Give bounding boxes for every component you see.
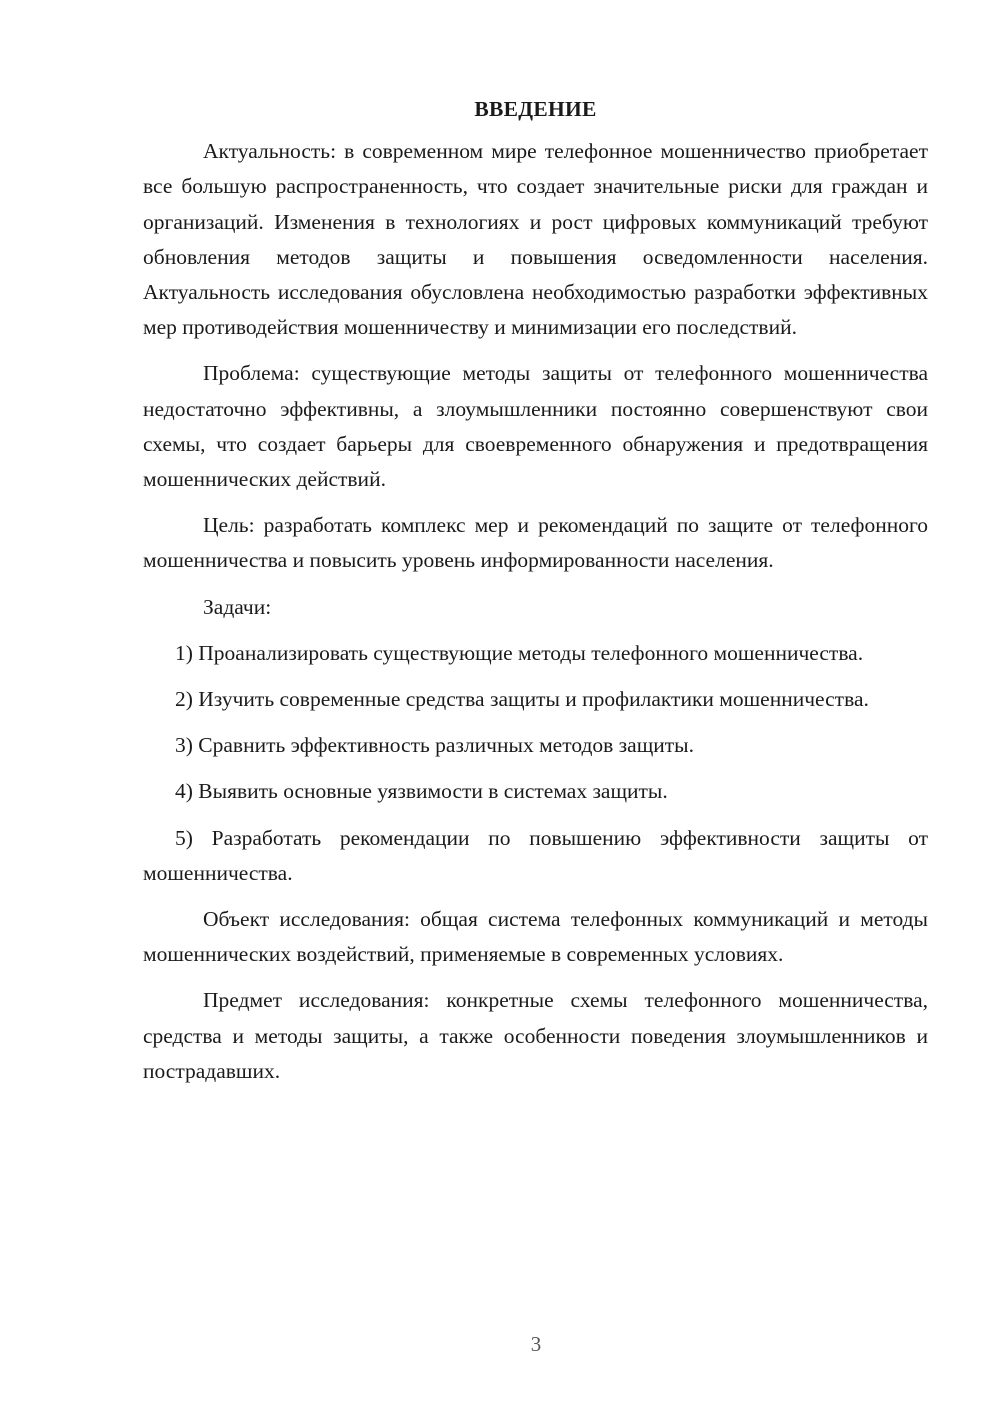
object-paragraph: Объект исследования: общая система телефонных коммуникаций и методы мошеннических воздействий, применяемые в современных условиях.	[143, 907, 928, 967]
task-item: 5) Разработать рекомендации по повышению эффективности защиты от мошенничества.	[143, 825, 928, 885]
section-title: ВВЕДЕНИЕ	[474, 97, 597, 121]
task-item: 4) Выявить основные уязвимости в системах защиты.	[175, 779, 668, 804]
task-item: 3) Сравнить эффективность различных методов защиты.	[175, 733, 694, 758]
problem-paragraph: Проблема: существующие методы защиты от телефонного мошенничества недостаточно эффективны, а злоумышленники постоянно совершенствуют свои схемы, что создает барьеры для своевременного обнаружения и предотвращения мошеннических действий.	[143, 361, 928, 492]
relevance-paragraph: Актуальность: в современном мире телефонное мошенничество приобретает все большую распространенность, что создает значительные риски для граждан и организаций. Изменения в технологиях и рост цифровых коммуникаций требуют обновления методов защиты и повышения осведомленности населения. Актуальность исследования обусловлена необходимостью разработки эффективных мер противодействия мошенничеству и минимизации его последствий.	[143, 139, 928, 340]
task-item: 1) Проанализировать существующие методы телефонного мошенничества.	[175, 640, 864, 665]
subject-paragraph: Предмет исследования: конкретные схемы телефонного мошенничества, средства и методы защиты, а также особенности поведения злоумышленников и пострадавших.	[143, 988, 928, 1083]
tasks-list	[143, 636, 928, 891]
page-number: 3	[530, 1332, 542, 1356]
task-item: 2) Изучить современные средства защиты и профилактики мошенничества.	[175, 687, 869, 712]
goal-paragraph: Цель: разработать комплекс мер и рекомендаций по защите от телефонного мошенничества и повысить уровень информированности населения.	[143, 513, 928, 573]
document-page	[143, 92, 928, 1100]
tasks-heading: Задачи:	[203, 594, 272, 619]
